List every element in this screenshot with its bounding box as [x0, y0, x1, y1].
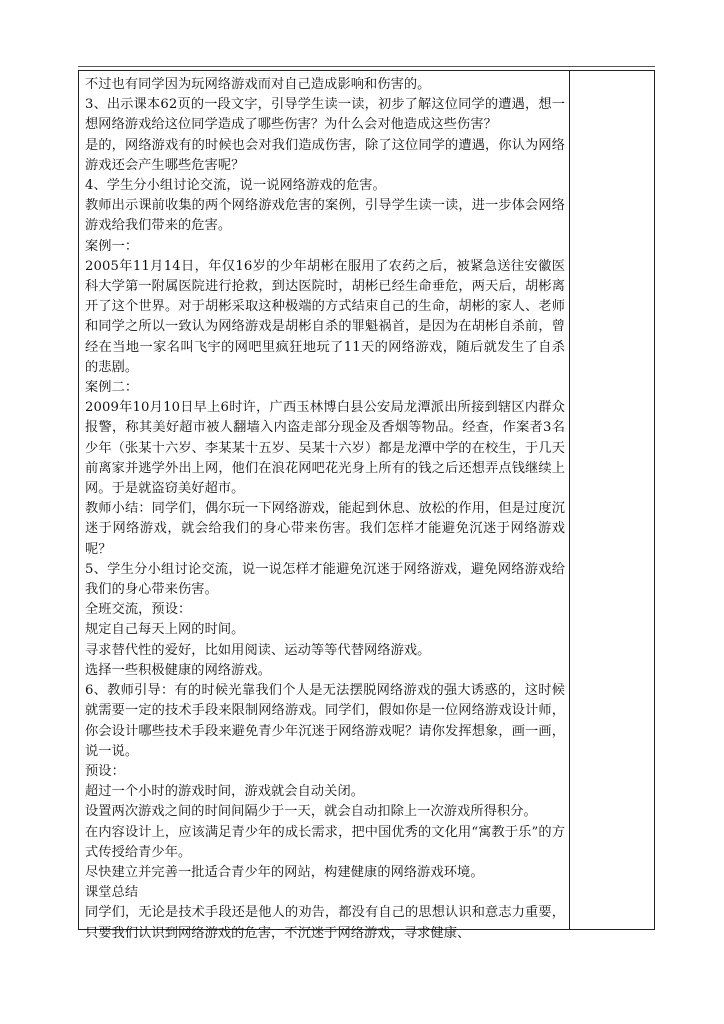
paragraph-step6: 6、教师引导：有的时候光靠我们个人是无法摆脱网络游戏的强大诱惑的，这时候就需要一定的技术手段来限制网络游戏。同学们，假如你是一位网络游戏设计师，你会设计哪些技术手段来避免青少年沉迷于网络游戏呢？请你发挥想象，画一画，说一说。: [85, 683, 565, 759]
lesson-content-cell: [85, 75, 565, 944]
teacher-summary: 教师小结：同学们，偶尔玩一下网络游戏，能起到休息、放松的作用，但是过度沉迷于网络游戏，就会给我们的身心带来伤害。我们怎样才能避免沉迷于网络游戏呢？: [85, 501, 565, 557]
preset-item: 设置两次游戏之间的时间间隔少于一天，就会自动扣除上一次游戏所得积分。: [85, 804, 537, 820]
preset-item: 超过一个小时的游戏时间，游戏就会自动关闭。: [85, 784, 365, 800]
notes-cell: [570, 71, 654, 929]
class-discussion-heading: 全班交流，预设：: [85, 602, 192, 618]
paragraph-intro: 不过也有同学因为玩网络游戏而对自己造成影响和伤害的。: [85, 77, 431, 92]
preset-item: 在内容设计上，应该满足青少年的成长需求，把中国优秀的文化用“寓教于乐”的方式传授给青少年。: [85, 824, 565, 860]
preset-item: 尽快建立并完善一批适合青少年的网站，构建健康的网络游戏环境。: [85, 864, 484, 880]
lesson-table: [78, 70, 655, 941]
preset-item: 寻求替代性的爱好，比如用阅读、运动等等代替网络游戏。: [85, 642, 431, 658]
case-one-heading: 案例一：: [85, 238, 139, 254]
header-rule: [78, 66, 655, 67]
case-one-body: 2005年11月14日，年仅16岁的少年胡彬在服用了农药之后，被紧急送往安徽医科大学第一附属医院进行抢救，到达医院时，胡彬已经生命垂危，两天后，胡彬离开了这个世界。对于胡彬采取这种极端的方式结束自己的生命，胡彬的家人、老师和同学之所以一致认为网络游戏是胡彬自杀的罪魁祸首，是因为在胡彬自杀前，曾经在当地一家名叫飞宇的网吧里疯狂地玩了11天的网络游戏，随后就发生了自杀的悲剧。: [85, 258, 565, 375]
preset-item: 规定自己每天上网的时间。: [85, 622, 245, 638]
preset-heading: 预设：: [85, 763, 125, 779]
lesson-summary-body: 同学们，无论是技术手段还是他人的劝告，都没有自己的思想认识和意志力重要，只要我们认识到网络游戏的危害，不沉迷于网络游戏，寻求健康、: [85, 905, 565, 941]
case-two-body: 2009年10月10日早上6时许，广西玉林博白县公安局龙潭派出所接到辖区内群众报警，称其美好超市被人翻墙入内盗走部分现金及香烟等物品。经查，作案者3名少年（张某十六岁、李某某十五岁、吴某十六岁）都是龙潭中学的在校生，于几天前离家并逃学外出上网，他们在浪花网吧花光身上所有的钱之后还想弄点钱继续上网。于是就盗窃美好超市。: [85, 400, 565, 497]
lesson-summary-heading: 课堂总结: [85, 885, 139, 901]
paragraph-step3-followup: 是的，网络游戏有的时候也会对我们造成伤害，除了这位同学的遭遇，你认为网络游戏还会产生哪些危害呢？: [85, 137, 565, 173]
preset-item: 选择一些积极健康的网络游戏。: [85, 662, 272, 678]
paragraph-step3: 3、出示课本62页的一段文字，引导学生读一读，初步了解这位同学的遭遇，想一想网络游戏给这位同学造成了哪些伤害？为什么会对他造成这些伤害？: [85, 97, 565, 133]
case-two-heading: 案例二：: [85, 380, 139, 396]
paragraph-step4: 4、学生分小组讨论交流，说一说网络游戏的危害。: [85, 178, 386, 194]
paragraph-cases-intro: 教师出示课前收集的两个网络游戏危害的案例，引导学生读一读，进一步体会网络游戏给我们带来的危害。: [85, 198, 565, 234]
paragraph-step5: 5、学生分小组讨论交流，说一说怎样才能避免沉迷于网络游戏，避免网络游戏给我们的身心带来伤害。: [85, 561, 565, 598]
